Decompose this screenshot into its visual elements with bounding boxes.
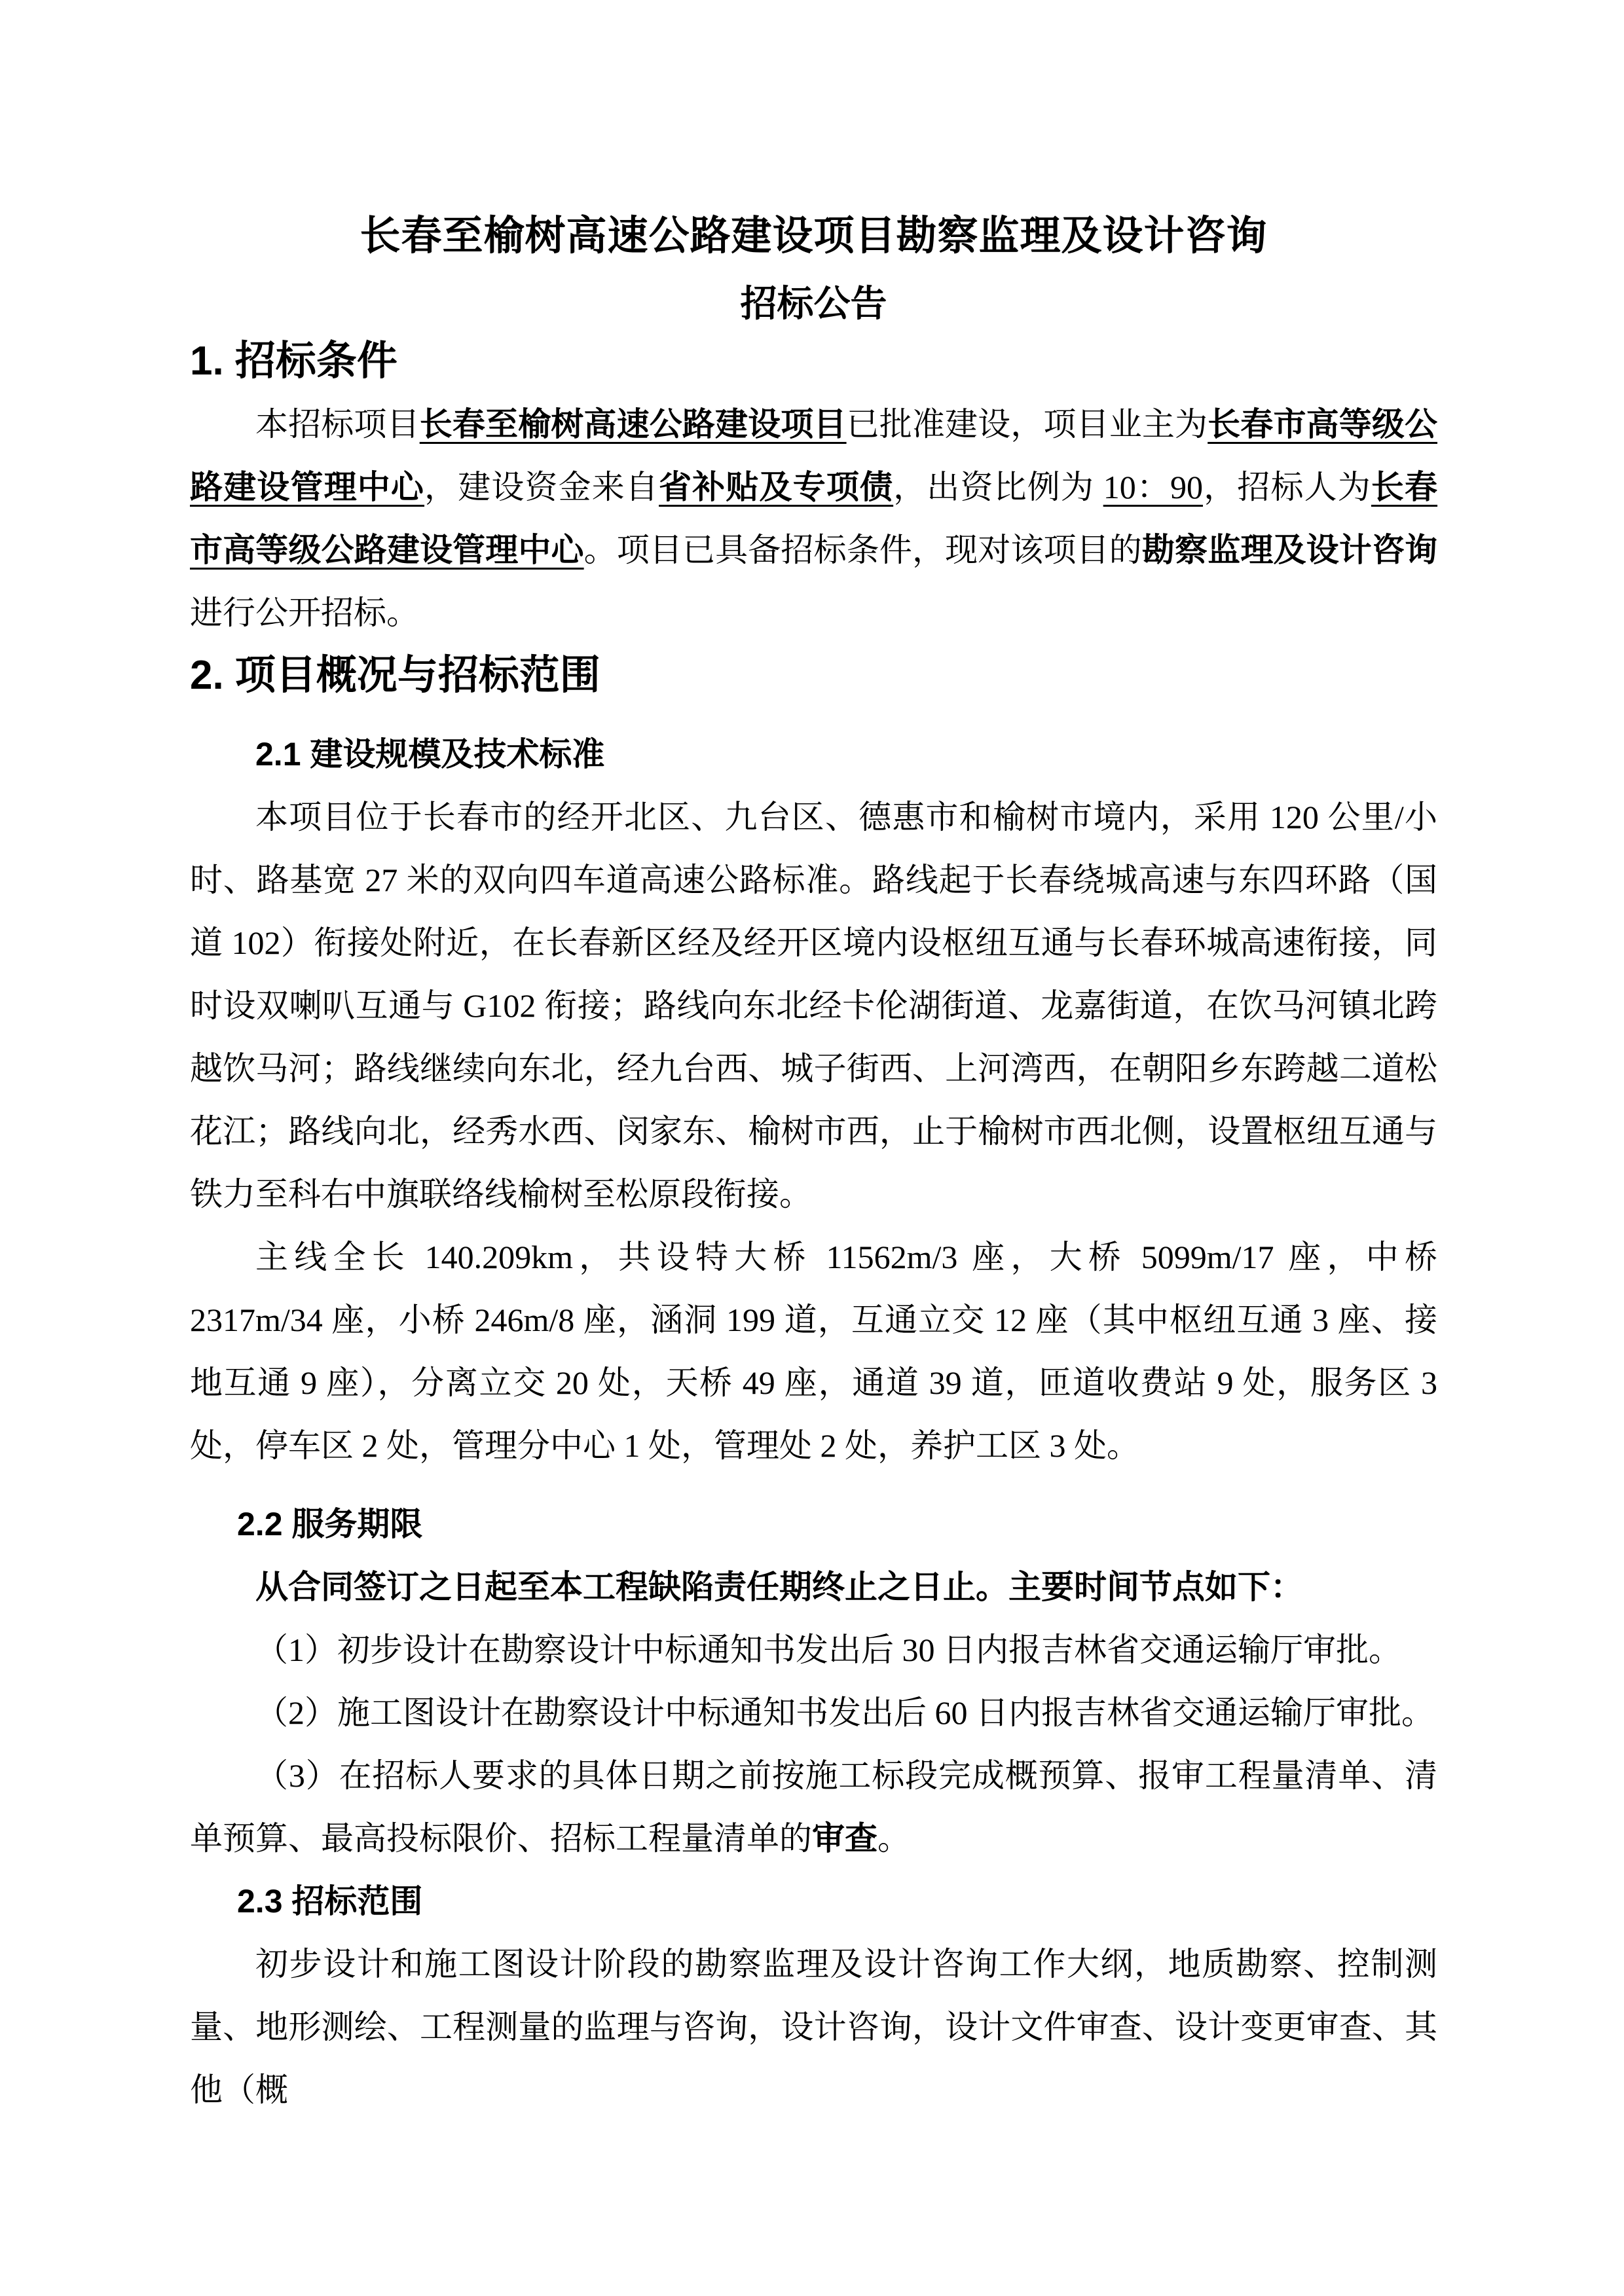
- text-run: 。: [877, 1820, 910, 1857]
- mainline-statistics-paragraph: [190, 1226, 1437, 1477]
- text-run: （1）初步设计在勘察设计中标通知书发出后 30 日内报吉林省交通运输厅审批。: [255, 1631, 1401, 1668]
- milestone-3-paragraph: [190, 1744, 1437, 1870]
- text-run: 省补贴及专项债: [659, 469, 894, 505]
- text-run: 进行公开招标。: [190, 594, 419, 631]
- text-run: 1. 招标条件: [190, 338, 397, 384]
- project-scale-paragraph: [190, 786, 1437, 1226]
- text-run: （2）施工图设计在勘察设计中标通知书发出后 60 日内报吉林省交通运输厅审批。: [255, 1694, 1434, 1731]
- text-run: 2.1 建设规模及技术标准: [255, 736, 605, 773]
- milestone-1-paragraph: [190, 1618, 1437, 1681]
- text-run: 长春至榆树高速公路建设项目: [419, 406, 847, 443]
- text-run: 初步设计和施工图设计阶段的勘察监理及设计咨询工作大纲，地质勘察、控制测量、地形测绘、工程测量的监理与咨询，设计咨询，设计文件审查、设计变更审查、其他（概: [190, 1946, 1437, 2108]
- text-run: 从合同签订之日起至本工程缺陷责任期终止之日止。主要时间节点如下：: [255, 1569, 1303, 1605]
- text-run: 长春市高等级公路建设管理中心: [190, 406, 1438, 505]
- text-run: 10：90: [1103, 469, 1203, 505]
- document-title: 长春至榆树高速公路建设项目勘察监理及设计咨询: [360, 213, 1268, 259]
- document-subtitle: 招标公告: [740, 283, 887, 324]
- milestone-2-paragraph: [190, 1681, 1437, 1744]
- tender-scope-paragraph: [190, 1933, 1437, 2121]
- text-run: 已批准建设，项目业主为: [846, 406, 1208, 443]
- text-run: 2. 项目概况与招标范围: [190, 653, 600, 698]
- text-run: 主线全长 140.209km，共设特大桥 11562m/3 座，大桥 5099m/17 座，中桥 2317m/34 座，小桥 246m/8 座，涵洞 199 道，互通立交 12 座（其中枢纽互通 3 座、接地互通 9 座），分离立交 20 处，天桥 49 座，通道 39 道，匝道收费站 9 处，服务区 3 处，停车区 2 处，管理分中心 1 处，管理处 2 处，养护工区 3 处。: [190, 1239, 1437, 1464]
- section-2-1-heading: [190, 723, 1437, 786]
- text-run: ，建设资金来自: [424, 469, 659, 505]
- text-run: 本项目位于长春市的经开北区、九台区、德惠市和榆树市境内，采用 120 公里/小时、路基宽 27 米的双向四车道高速公路标准。路线起于长春绕城高速与东四环路（国道 102）衔接处附近，在长春新区经及经开区境内设枢纽互通与长春环城高速衔接，同时设双喇叭互通与 G102 衔接；路线向东北经卡伦湖街道、龙嘉街道，在饮马河镇北跨越饮马河；路线继续向东北，经九台西、城子街西、上河湾西，在朝阳乡东跨越二道松花江；路线向北，经秀水西、闵家东、榆树市西，止于榆树市西北侧，设置枢纽互通与铁力至科右中旗联络线榆树至松原段衔接。: [190, 799, 1437, 1212]
- text-run: 长春市高等级公路建设管理中心: [190, 469, 1438, 568]
- text-run: 审查: [812, 1820, 877, 1857]
- section-2-3-heading: [190, 1870, 1437, 1933]
- text-run: 本招标项目: [255, 406, 420, 443]
- text-run: 2.3 招标范围: [237, 1883, 423, 1920]
- section-2-heading: [190, 644, 1437, 707]
- text-run: 2.2 服务期限: [237, 1506, 423, 1542]
- document-body: [190, 330, 1437, 2121]
- service-period-paragraph: [190, 1556, 1437, 1618]
- text-run: 。项目已具备招标条件，现对该项目的: [583, 532, 1142, 568]
- text-run: 勘察监理及设计咨询: [1141, 532, 1438, 568]
- section-2-2-heading: [190, 1493, 1437, 1556]
- text-run: ，出资比例为: [893, 469, 1103, 505]
- text-run: （3）在招标人要求的具体日期之前按施工标段完成概预算、报审工程量清单、清单预算、最高投标限价、招标工程量清单的: [190, 1757, 1437, 1857]
- section-1-heading: [190, 330, 1437, 393]
- tender-conditions-paragraph: [190, 393, 1437, 644]
- text-run: ，招标人为: [1203, 469, 1371, 505]
